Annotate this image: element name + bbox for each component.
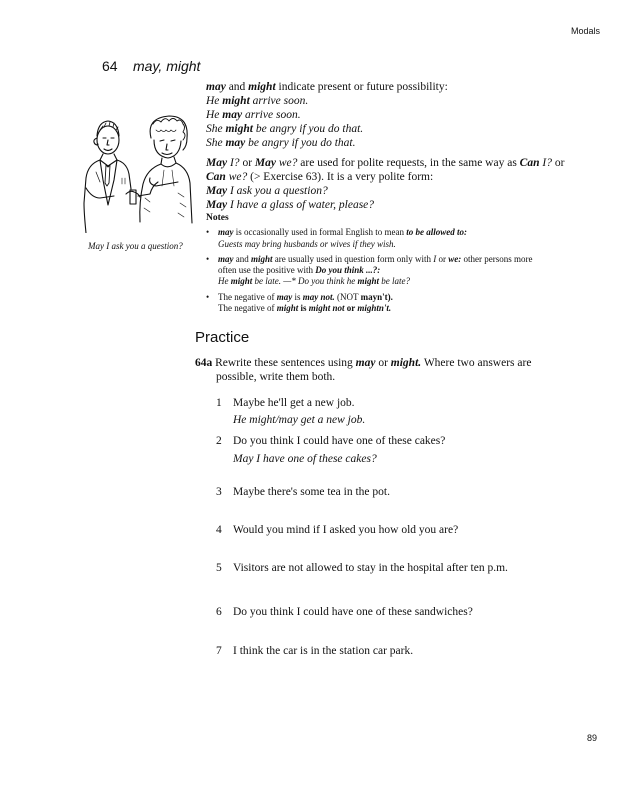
unit-number: 64	[102, 58, 118, 74]
example-line	[206, 96, 308, 108]
text-span: and	[233, 254, 251, 264]
text-span: are used for polite requests, in the same way as	[297, 157, 520, 169]
example-line	[206, 200, 374, 212]
text-span: The negative of	[218, 303, 277, 313]
keyword-phrase: to be allowed to:	[406, 227, 467, 237]
text-span: is	[298, 303, 309, 313]
text-span: I ask you a question?	[227, 185, 328, 197]
text-span: is occasionally used in formal English to mean	[233, 227, 407, 237]
keyword-phrase: Do you think ...?:	[315, 265, 381, 275]
text-span: arrive soon.	[242, 109, 301, 121]
keyword-may: may	[222, 109, 243, 121]
page-number: 89	[587, 733, 598, 743]
notes-title: Notes	[206, 213, 229, 223]
text-span: I	[433, 254, 437, 264]
text-span: is	[292, 292, 303, 302]
practice-heading: Practice	[195, 329, 250, 346]
example-line	[206, 110, 301, 122]
text-span: or	[436, 254, 449, 264]
text-span: indicate present or future possibility:	[275, 81, 448, 93]
text-span: or	[239, 157, 255, 169]
text-span: I?	[539, 157, 552, 169]
item-number: 6	[216, 606, 222, 618]
note-1	[218, 228, 467, 237]
intro-sentence-1	[206, 82, 448, 94]
keyword-might: might.	[390, 357, 422, 369]
item-text: Do you think I could have one of these sandwiches?	[233, 606, 473, 618]
exercise-instruction-cont: possible, write them both.	[216, 371, 336, 383]
keyword-might: might	[251, 254, 273, 264]
text-span: are usually used in question form only with	[272, 254, 434, 264]
text-span: and	[225, 81, 249, 93]
running-header: Modals	[571, 26, 601, 36]
keyword-might-not: might not	[308, 303, 345, 313]
exercise-instruction	[195, 358, 531, 370]
text-span: or	[551, 157, 565, 169]
keyword-may: May	[206, 157, 228, 169]
item-text: Would you mind if I asked you how old you are?	[233, 524, 459, 536]
text-span: She	[206, 123, 226, 135]
text-span: She	[206, 137, 226, 149]
text-span: I?	[227, 157, 240, 169]
exercise-id: 64a	[195, 357, 213, 369]
text-span: or	[375, 357, 391, 369]
item-number: 2	[216, 435, 222, 447]
text-span: arrive soon.	[249, 95, 309, 107]
text-span: we?	[276, 157, 298, 169]
item-number: 4	[216, 524, 222, 536]
note-1-example: Guests may bring husbands or wives if they wish.	[218, 239, 396, 249]
text-span: other persons more	[461, 254, 533, 264]
text-span: be late?	[379, 276, 411, 286]
keyword-maynt: mayn't).	[360, 292, 393, 302]
keyword-may: may	[206, 81, 226, 93]
keyword-might: might	[357, 276, 380, 286]
bullet: •	[206, 254, 210, 264]
keyword-may: may	[218, 227, 234, 237]
illustration-caption: May I ask you a question?	[88, 241, 183, 251]
note-2-example	[218, 277, 410, 286]
keyword-we: we:	[448, 254, 462, 264]
text-span: He	[218, 276, 231, 286]
item-text: Do you think I could have one of these cakes?	[233, 435, 446, 447]
intro-sentence-2-cont	[206, 172, 433, 184]
text-span: be angry if you do that.	[252, 123, 364, 135]
note-3	[218, 293, 393, 302]
text-span: or	[344, 303, 358, 313]
item-text: Maybe there's some tea in the pot.	[233, 486, 390, 498]
text-span: I have a glass of water, please?	[227, 199, 375, 211]
bullet: •	[206, 227, 210, 237]
note-3-cont	[218, 304, 391, 313]
keyword-might: might	[230, 276, 253, 286]
item-number: 5	[216, 562, 222, 574]
keyword-might: might	[248, 81, 276, 93]
item-answer: May I have one of these cakes?	[233, 453, 377, 465]
example-line	[206, 186, 328, 198]
text-span: Where two answers are	[421, 357, 532, 369]
text-span: often use the positive with	[218, 265, 316, 275]
keyword-may: may	[218, 254, 234, 264]
keyword-may: may	[225, 137, 246, 149]
item-number: 1	[216, 397, 222, 409]
text-span: Rewrite these sentences using	[212, 357, 356, 369]
text-span: He	[206, 95, 223, 107]
intro-sentence-2	[206, 158, 564, 170]
item-answer: He might/may get a new job.	[233, 414, 366, 426]
keyword-may-not: may not.	[302, 292, 335, 302]
item-number: 7	[216, 645, 222, 657]
keyword-can: Can	[519, 157, 540, 169]
note-2	[218, 255, 532, 264]
illustration-two-people	[78, 108, 203, 233]
item-text: Maybe he'll get a new job.	[233, 397, 355, 409]
text-span: we?	[225, 171, 248, 183]
unit-title: may, might	[133, 58, 201, 74]
text-span: be angry if you do that.	[245, 137, 356, 149]
item-text: I think the car is in the station car park.	[233, 645, 414, 657]
text-span: be late. —* Do you think he	[252, 276, 358, 286]
keyword-might: might	[225, 123, 253, 135]
note-2-cont	[218, 266, 380, 275]
keyword-may: May	[206, 199, 228, 211]
keyword-may: may	[355, 357, 376, 369]
keyword-mightnt: mightn't.	[357, 303, 392, 313]
item-number: 3	[216, 486, 222, 498]
keyword-may: may	[276, 292, 293, 302]
keyword-can: Can	[206, 171, 226, 183]
text-span: (NOT	[334, 292, 361, 302]
example-line	[206, 124, 363, 136]
text-span: (> Exercise 63). It is a very polite form:	[247, 171, 434, 183]
keyword-may: May	[206, 185, 228, 197]
keyword-might: might	[222, 95, 250, 107]
bullet: •	[206, 292, 210, 302]
keyword-may: May	[254, 157, 276, 169]
example-line	[206, 138, 356, 150]
item-text: Visitors are not allowed to stay in the hospital after ten p.m.	[233, 562, 508, 574]
keyword-might: might	[276, 303, 299, 313]
text-span: The negative of	[218, 292, 277, 302]
text-span: He	[206, 109, 223, 121]
